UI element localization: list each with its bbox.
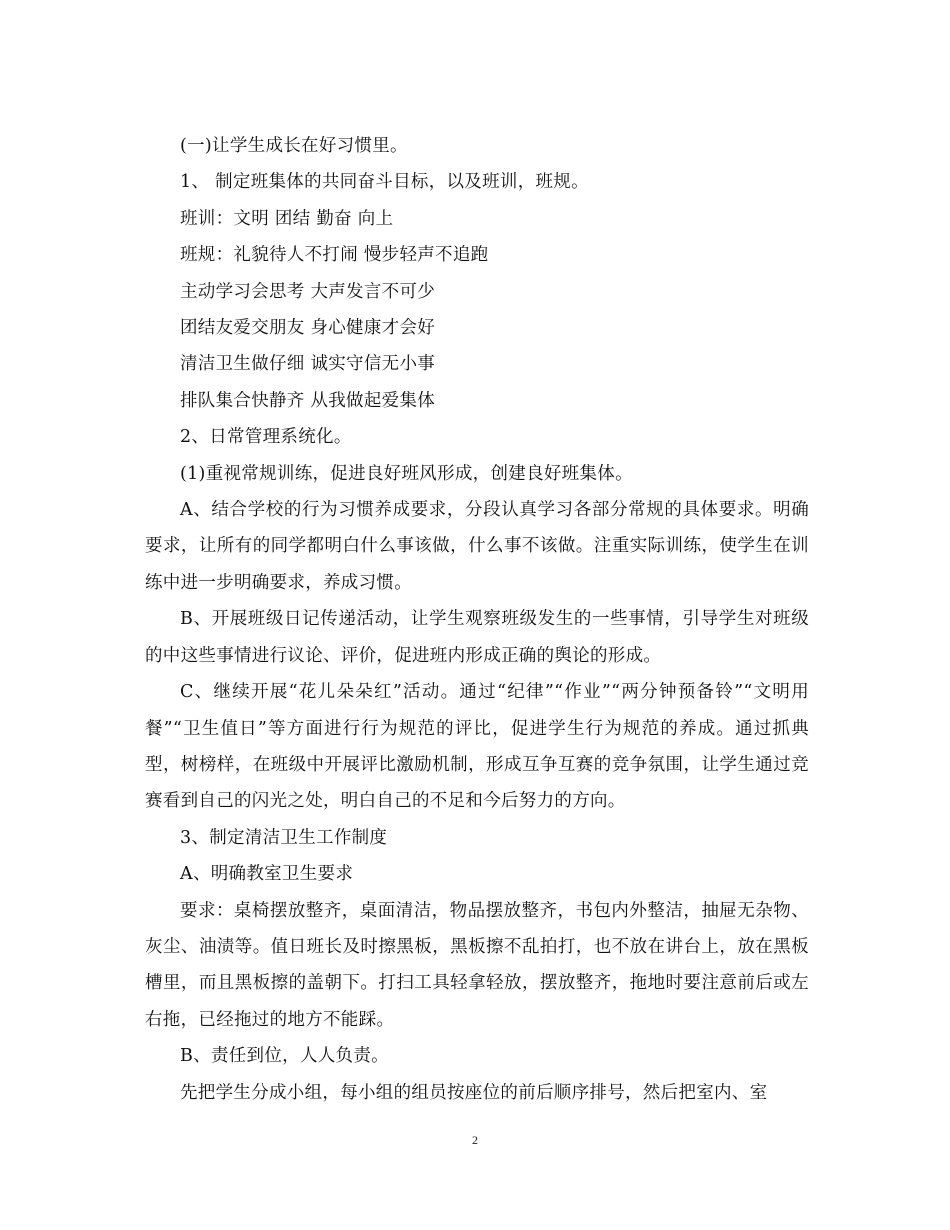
paragraph-12: B、开展班级日记传递活动，让学生观察班级发生的一些事情，引导学生对班级的中这些事情进行议论、评价，促进班内形成正确的舆论的形成。 bbox=[145, 609, 809, 666]
paragraph-14: 3、制定清洁卫生工作制度 bbox=[180, 827, 388, 848]
paragraph-10: (1)重视常规训练，促进良好班风形成，创建良好班集体。 bbox=[180, 463, 633, 484]
paragraph-4: 班规：礼貌待人不打闹 慢步轻声不追跑 bbox=[180, 245, 489, 266]
paragraph-8: 排队集合快静齐 从我做起爱集体 bbox=[180, 390, 436, 411]
paragraph-6: 团结友爱交朋友 身心健康才会好 bbox=[180, 318, 436, 339]
paragraph-2: 1、 制定班集体的共同奋斗目标，以及班训，班规。 bbox=[180, 172, 589, 193]
paragraph-9: 2、日常管理系统化。 bbox=[180, 427, 352, 448]
paragraph-18: 先把学生分成小组，每小组的组员按座位的前后顺序排号，然后把室内、室 bbox=[180, 1082, 768, 1103]
paragraph-7: 清洁卫生做仔细 诚实守信无小事 bbox=[180, 354, 436, 375]
document-body bbox=[145, 128, 809, 1111]
page-number: 2 bbox=[472, 1133, 478, 1147]
paragraph-11: A、结合学校的行为习惯养成要求，分段认真学习各部分常规的具体要求。明确要求，让所有的同学都明白什么事该做，什么事不该做。注重实际训练，使学生在训练中进一步明确要求，养成习惯。 bbox=[145, 500, 809, 593]
paragraph-15: A、明确教室卫生要求 bbox=[180, 864, 354, 885]
paragraph-3: 班训：文明 团结 勤奋 向上 bbox=[180, 208, 394, 229]
paragraph-16: 要求：桌椅摆放整齐，桌面清洁，物品摆放整齐，书包内外整洁，抽屉无杂物、灰尘、油渍等。值日班长及时擦黑板，黑板擦不乱拍打，也不放在讲台上，放在黑板槽里，而且黑板擦的盖朝下。打扫工具轻拿轻放，摆放整齐，拖地时要注意前后或左右拖，已经拖过的地方不能踩。 bbox=[145, 900, 809, 1030]
paragraph-17: B、责任到位，人人负责。 bbox=[180, 1046, 389, 1067]
paragraph-13: C、继续开展“花儿朵朵红”活动。通过“纪律”“作业”“两分钟预备铃”“文明用餐”“卫生值日”等方面进行行为规范的评比，促进学生行为规范的养成。通过抓典型，树榜样，在班级中开展评比激励机制，形成互争互赛的竞争氛围，让学生通过竞赛看到自己的闪光之处，明白自己的不足和今后努力的方向。 bbox=[145, 682, 809, 812]
paragraph-1: (一)让学生成长在好习惯里。 bbox=[180, 136, 408, 156]
paragraph-5: 主动学习会思考 大声发言不可少 bbox=[180, 281, 436, 302]
